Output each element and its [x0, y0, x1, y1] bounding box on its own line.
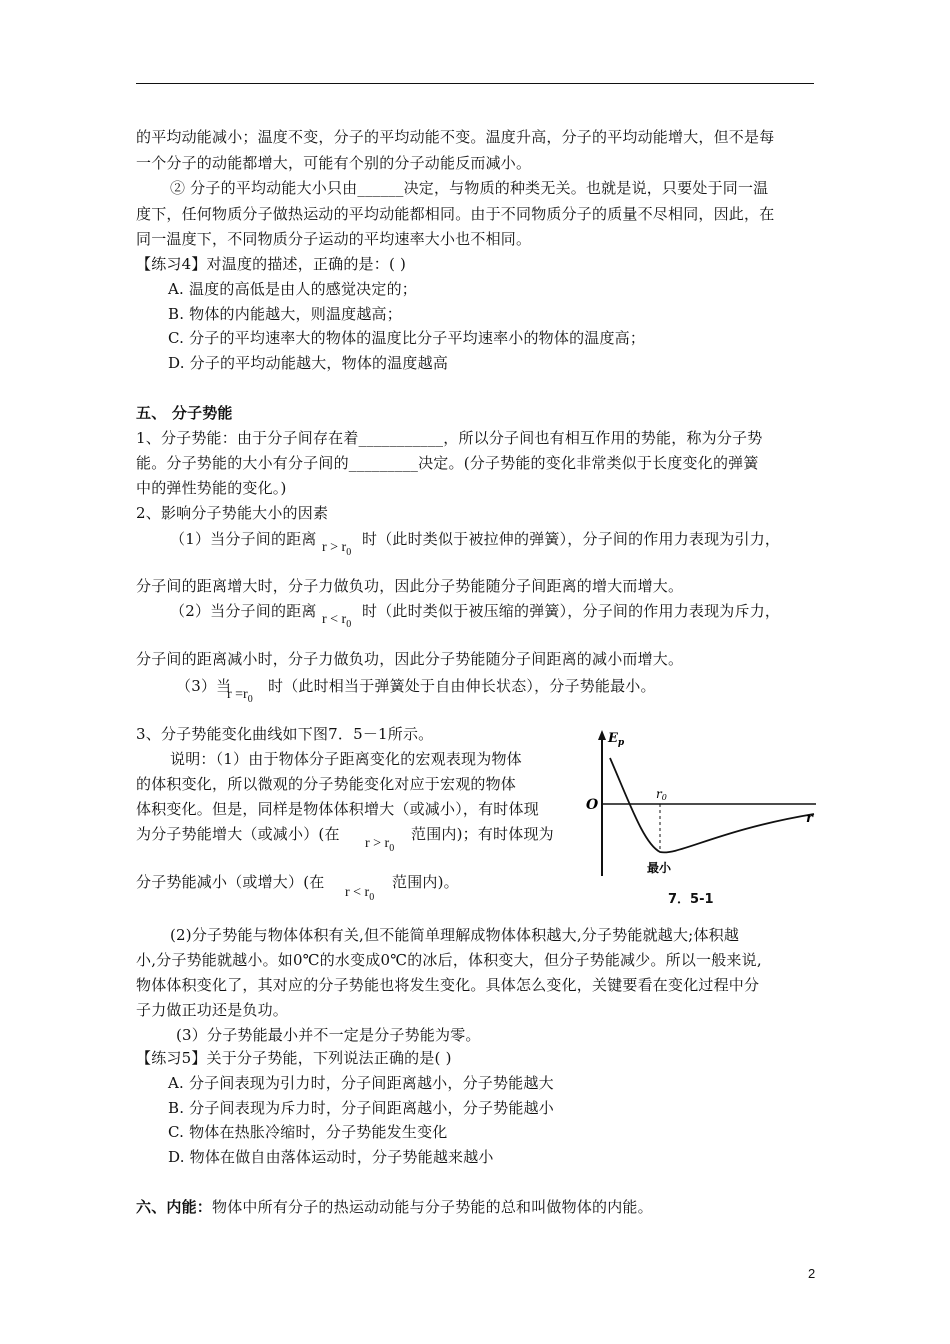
text-line: 的平均动能减小；温度不变，分子的平均动能不变。温度升高，分子的平均动能增大，但不是每 [136, 128, 775, 146]
text-line: 说明：（1）由于物体分子距离变化的宏观表现为物体 [170, 750, 522, 768]
text-line: (3）分子势能最小并不一定是分子势能为零。 [176, 1026, 481, 1044]
text-line: （1）当分子间的距离 [170, 530, 317, 548]
exercise-5-option-d: D. 物体在做自由落体运动时，分子势能越来越小 [168, 1148, 494, 1166]
section-6-heading [136, 1197, 653, 1217]
text-line: 1、分子势能：由于分子间存在着___________，所以分子间也有相互作用的势能，称为分子势 [136, 429, 763, 447]
exercise-4-question: 【练习4】对温度的描述，正确的是：( ) [136, 255, 407, 273]
text-line: （2）当分子间的距离 [170, 602, 317, 620]
section-6-title: 六、内能： [136, 1198, 213, 1216]
math-r-lt-r0: $r < r_0$ [345, 885, 375, 903]
potential-curve [610, 758, 814, 852]
text-line: 能。分子势能的大小有分子间的_________决定。(分子势能的变化非常类似于长度变化的弹簧 [136, 454, 759, 472]
text-line: 2、影响分子势能大小的因素 [136, 504, 329, 522]
text-line: （3）当 [176, 677, 232, 695]
y-axis-arrow [598, 730, 606, 740]
text-line: 物体体积变化了，其对应的分子势能也将发生变化。具体怎么变化，关键要看在变化过程中分 [136, 976, 760, 994]
exercise-5-option-c: C. 物体在热胀冷缩时，分子势能发生变化 [168, 1123, 448, 1141]
y-axis-label: $E_p$ [608, 731, 625, 748]
text-line: 时（此时类似于被拉伸的弹簧），分子间的作用力表现为引力， [362, 530, 781, 548]
exercise-5-option-b: B. 分子间表现为斥力时，分子间距离越小，分子势能越小 [168, 1099, 554, 1117]
text-line: 中的弹性势能的变化。) [136, 479, 287, 497]
math-r-gt-r0: $r > r_0$ [322, 540, 352, 558]
header-rule [136, 83, 814, 84]
figure-caption: 7．5-1 [668, 892, 714, 907]
text-line: 体积变化。但是，同样是物体体积增大（或减小），有时体现 [136, 800, 539, 818]
page-number: 2 [808, 1266, 816, 1281]
math-r-lt-r0: $r < r_0$ [322, 612, 352, 630]
exercise-4-option-c: C. 分子的平均速率大的物体的温度比分子平均速率小的物体的温度高； [168, 329, 646, 347]
text-line: 分子间的距离增大时，分子力做负功，因此分子势能随分子间距离的增大而增大。 [136, 577, 684, 595]
text-line: 为分子势能增大（或减小）(在 [136, 825, 340, 843]
text-line: 小,分子势能就越小。如0℃的水变成0℃的冰后，体积变大，但分子势能减少。所以一般来说, [136, 951, 762, 969]
text-line: 子力做正功还是负功。 [136, 1001, 289, 1019]
text-line: ② 分子的平均动能大小只由______决定，与物质的种类无关。也就是说，只要处于同一温 [170, 179, 769, 197]
exercise-5-question: 【练习5】关于分子势能，下列说法正确的是( ) [136, 1049, 452, 1067]
origin-label: O [586, 797, 599, 813]
text-line: 范围内)。 [392, 873, 459, 891]
text-line: (2)分子势能与物体体积有关,但不能简单理解成物体体积越大,分子势能就越大;体积越 [170, 926, 740, 944]
text-line: 范围内)；有时体现为 [411, 825, 554, 843]
text-line: 一个分子的动能都增大，可能有个别的分子动能反而减小。 [136, 154, 532, 172]
potential-energy-curve-figure [588, 724, 820, 910]
exercise-4-option-a: A. 温度的高低是由人的感觉决定的； [168, 280, 417, 298]
text-line: 分子势能减小（或增大）(在 [136, 873, 325, 891]
r0-label: r0 [656, 787, 667, 802]
exercise-4-option-b: B. 物体的内能越大，则温度越高； [168, 305, 402, 323]
text-line: 3、分子势能变化曲线如下图7．5－1所示。 [136, 725, 434, 743]
text-line: 的体积变化，所以微观的分子势能变化对应于宏观的物体 [136, 775, 517, 793]
text-line: 同一温度下，不同物质分子运动的平均速率大小也不相同。 [136, 230, 532, 248]
text-line: 分子间的距离减小时，分子力做负功，因此分子势能随分子间距离的减小而增大。 [136, 650, 684, 668]
exercise-4-option-d: D. 分子的平均动能越大，物体的温度越高 [168, 354, 449, 372]
text-line: 度下，任何物质分子做热运动的平均动能都相同。由于不同物质分子的质量不尽相同，因此，在 [136, 205, 775, 223]
exercise-5-option-a: A. 分子间表现为引力时，分子间距离越小，分子势能越大 [168, 1074, 554, 1092]
section-5-heading: 五、 分子势能 [136, 404, 233, 422]
text-line: 时（此时相当于弹簧处于自由伸长状态），分子势能最小。 [268, 677, 656, 695]
x-axis-label: r [806, 811, 813, 826]
minimum-label: 最小 [647, 861, 672, 875]
math-r-gt-r0: $r > r_0$ [365, 836, 395, 854]
math-r-eq-r0: $r =r_0$ [227, 687, 253, 705]
section-6-definition: 物体中所有分子的热运动动能与分子势能的总和叫做物体的内能。 [212, 1198, 653, 1216]
text-line: 时（此时类似于被压缩的弹簧），分子间的作用力表现为斥力， [362, 602, 781, 620]
